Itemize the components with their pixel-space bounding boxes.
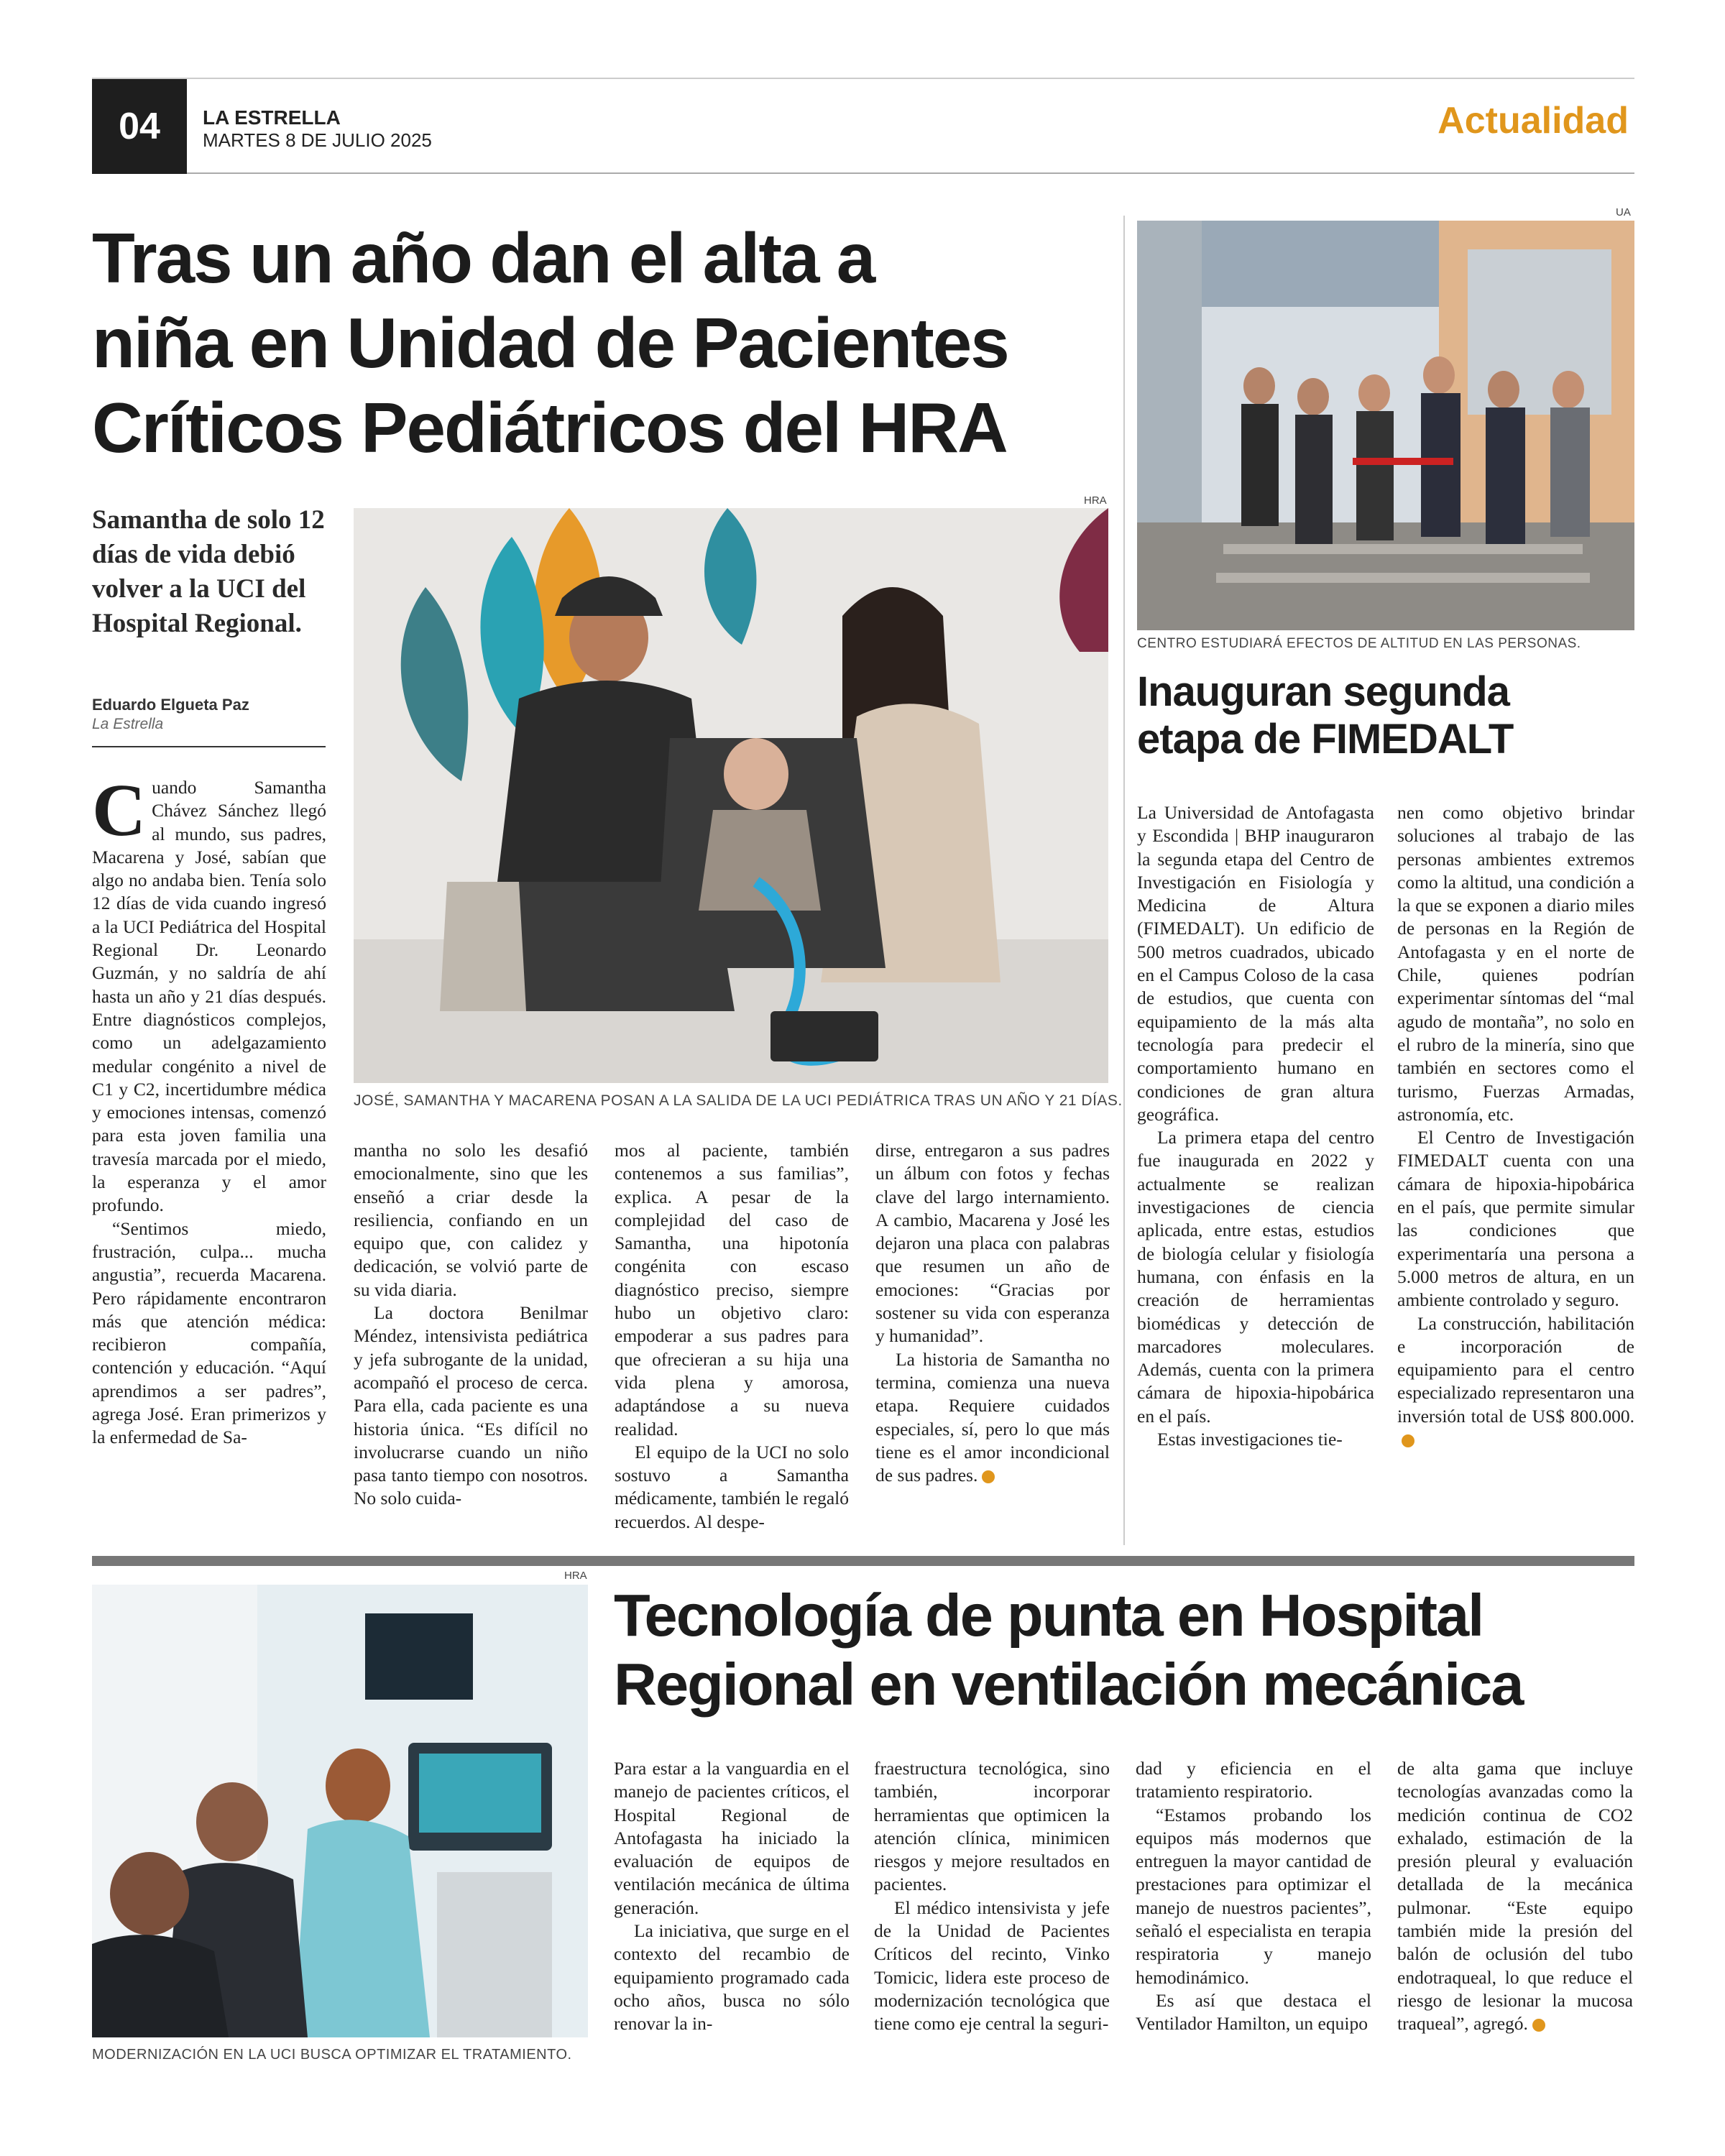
headline-line: Inauguran segunda <box>1137 668 1509 715</box>
dropcap: C <box>92 769 147 852</box>
paragraph: Para estar a la vanguardia en el manejo de pacientes críticos, el Hospital Regional de Antofagasta ha iniciado la evaluación de equipos de ventilación mecánica de última generación. <box>614 1758 850 1918</box>
article1-column-2 <box>354 1139 588 1511</box>
article2-column-2 <box>1397 801 1634 1451</box>
headline-line: etapa de FIMEDALT <box>1137 716 1514 763</box>
paragraph: dad y eficiencia en el tratamiento respiratorio. <box>1136 1758 1371 1802</box>
headline-line: Tecnología de punta en Hospital <box>614 1582 1484 1649</box>
orange-circle-icon <box>1532 2019 1545 2032</box>
article2-headline <box>1137 668 1513 763</box>
headline-line: Tras un año dan el alta a <box>92 218 875 298</box>
paragraph: La primera etapa del centro fue inaugurada en 2022 y actualmente se realizan investigaciones de ciencia aplicada, entre estas, estudios de biología celular y fisiología humana, con énfasis en la creación de herramientas biomédicas y detección de marcadores moleculares. Además, cuenta con la primera cámara de hipoxia-hipobárica en el país. <box>1137 1127 1374 1427</box>
paragraph: uando Samantha Chávez Sánchez llegó al mundo, sus padres, Macarena y José, sabían que algo no andaba bien. Tenía solo 12 días de vida cuando ingresó a la UCI Pediátrica del Hospital Regional Dr. Leonardo Guzmán, y no saldría de ahí hasta un año y 21 días después. Entre diagnósticos complejos, como un adelgazamiento medular congénito a nivel de C1 y C2, incertidumbre médica y emociones intensas, comenzó para esta joven familia una travesía marcada por el miedo, la esperanza y el amor profundo. <box>92 777 326 1216</box>
paragraph: Estas investigaciones tie- <box>1157 1429 1343 1450</box>
photo-caption: JOSÉ, SAMANTHA Y MACARENA POSAN A LA SALIDA DE LA UCI PEDIÁTRICA TRAS UN AÑO Y 21 DÍAS. <box>354 1092 1123 1109</box>
inauguration-photo <box>1137 221 1634 630</box>
paragraph: “Sentimos miedo, frustración, culpa... mucha angustia”, recuerda Macarena. Pero rápidamente encontraron más que atención médica: recibieron compañía, contención y educación. “Aquí aprendimos a ser padres”, agrega José. Eran primerizos y la enfermedad de Sa- <box>92 1217 326 1448</box>
paragraph: La Universidad de Antofagasta y Escondida | BHP inauguraron la segunda etapa del Centro de Investigación en Fisiología y Medicina de Altura (FIMEDALT). Un edificio de 500 metros cuadrados, ubicado en el Campus Coloso de la casa de estudios, que cuenta con equipamiento de la más alta tecnología para predecir el comportamiento humano en condiciones de gran altura geográfica. <box>1137 802 1374 1125</box>
photo-caption: MODERNIZACIÓN EN LA UCI BUSCA OPTIMIZAR EL TRATAMIENTO. <box>92 2047 572 2063</box>
section-title: Actualidad <box>1438 100 1629 142</box>
orange-circle-icon <box>982 1470 995 1483</box>
article3-column-1 <box>614 1757 850 2036</box>
paragraph: La historia de Samantha no termina, comienza una nueva etapa. Requiere cuidados especiales, sí, pero lo que más tiene es el amor incondicional de sus padres. <box>875 1348 1110 1486</box>
article2-column-1 <box>1137 801 1374 1451</box>
photo-credit: HRA <box>1084 494 1107 507</box>
headline-line: Regional en ventilación mecánica <box>614 1651 1523 1718</box>
paragraph: “Estamos probando los equipos más modernos que entreguen la mayor cantidad de prestaciones para optimizar el manejo de nuestros pacientes”, señaló el especialista en terapia respiratoria y manejo hemodinámico. <box>1136 1804 1371 1988</box>
paragraph: El equipo de la UCI no solo sostuvo a Samantha médicamente, también le regaló recuerdos. Al despe- <box>615 1441 849 1532</box>
author-outlet: La Estrella <box>92 716 164 732</box>
masthead-rule <box>187 172 1634 174</box>
paragraph: La iniciativa, que surge en el contexto del recambio de equipamiento programado cada ocho años, busca no sólo renovar la in- <box>614 1920 850 2035</box>
photo-credit: HRA <box>564 1570 587 1582</box>
paragraph: dirse, entregaron a sus padres un álbum con fotos y fechas clave del largo internamiento. A cambio, Macarena y José les dejaron una placa con palabras que resumen un año de emociones: “Gracias por sostener su vida con esperanza y humanidad”. <box>875 1140 1110 1347</box>
article3-headline <box>614 1581 1522 1719</box>
page-number: 04 <box>92 79 187 174</box>
photo-credit: UA <box>1616 206 1631 218</box>
family-photo <box>354 508 1108 1083</box>
author-name: Eduardo Elgueta Paz <box>92 696 249 714</box>
paragraph: La doctora Benilmar Méndez, intensivista pediátrica y jefa subrogante de la unidad, acompañó el proceso de cerca. Para ella, cada paciente es una historia única. “Es difícil no involucrarse cuando un niño pasa tanto tiempo con nosotros. No solo cuida- <box>354 1302 588 1509</box>
article1-headline <box>92 216 1008 470</box>
issue-date: MARTES 8 DE JULIO 2025 <box>203 129 432 151</box>
paper-name: LA ESTRELLA <box>203 106 341 129</box>
paragraph: El Centro de Investigación FIMEDALT cuenta con una cámara de hipoxia-hipobárica en el país, que permite simular las condiciones que experimentaría una persona a 5.000 metros de altura, en un ambiente controlado y seguro. <box>1397 1127 1634 1311</box>
article3-column-4 <box>1397 1757 1633 2036</box>
ventilator-photo <box>92 1585 588 2037</box>
top-rule <box>92 78 1634 79</box>
headline-line: Críticos Pediátricos del HRA <box>92 388 1007 467</box>
paragraph: La construcción, habilitación e incorporación de equipamiento para el centro especializado representaron una inversión total de US$ 800.000. <box>1397 1312 1634 1427</box>
paragraph: fraestructura tecnológica, sino también, incorporar herramientas que optimicen la atención clínica, minimicen riesgos y mejore resultados en pacientes. <box>874 1758 1110 1895</box>
paragraph: Es así que destaca el Ventilador Hamilton, un equipo <box>1136 1989 1371 2035</box>
section-separator <box>92 1556 1634 1566</box>
paragraph: de alta gama que incluye tecnologías avanzadas como la medición continua de CO2 exhalado, estimación de la presión pleural y evaluación detallada de la mecánica pulmonar. “Este equipo también mide la presión del balón de oclusión del tubo endotraqueal, lo que reduce el riesgo de lesionar la mucosa traqueal”, agregó. <box>1397 1758 1633 2035</box>
paragraph: El médico intensivista y jefe de la Unidad de Pacientes Críticos del recinto, Vinko Tomicic, lidera este proceso de modernización tecnológica que tiene como eje central la seguri- <box>874 1897 1110 2035</box>
byline-rule <box>92 746 326 747</box>
article3-column-3 <box>1136 1757 1371 2036</box>
paragraph: mos al paciente, también contenemos a sus familias”, explica. A pesar de la complejidad del caso de Samantha, una hipotonía congénita con escaso diagnóstico preciso, siempre hubo un objetivo claro: empoderar a sus padres para que ofrecieran a su hija una vida plena y amorosa, adaptándose a su nueva realidad. <box>615 1140 849 1439</box>
headline-line: niña en Unidad de Pacientes <box>92 303 1008 382</box>
orange-circle-icon <box>1402 1434 1414 1447</box>
article3-column-2 <box>874 1757 1110 2036</box>
photo-caption: CENTRO ESTUDIARÁ EFECTOS DE ALTITUD EN LAS PERSONAS. <box>1137 636 1581 651</box>
article1-column-4 <box>875 1139 1110 1487</box>
article1-column-1 <box>92 769 326 1450</box>
article1-column-3 <box>615 1139 849 1534</box>
article1-lead: Samantha de solo 12 días de vida debió volver a la UCI del Hospital Regional. <box>92 505 325 638</box>
column-divider <box>1123 216 1125 1545</box>
paragraph: nen como objetivo brindar soluciones al trabajo de las personas ambientes extremos como la altitud, una condición a la que se exponen a diario miles de personas en la Región de Antofagasta y en el norte de Chile, quienes podrían experimentar síntomas del “mal agudo de montaña”, no solo en el rubro de la minería, sino que también en sectores como el turismo, Fuerzas Armadas, astronomía, etc. <box>1397 802 1634 1125</box>
paragraph: mantha no solo les desafió emocionalmente, sino que les enseñó a criar desde la resiliencia, confiando en un equipo que, con calidez y dedicación, se volvió parte de su vida diaria. <box>354 1140 588 1300</box>
